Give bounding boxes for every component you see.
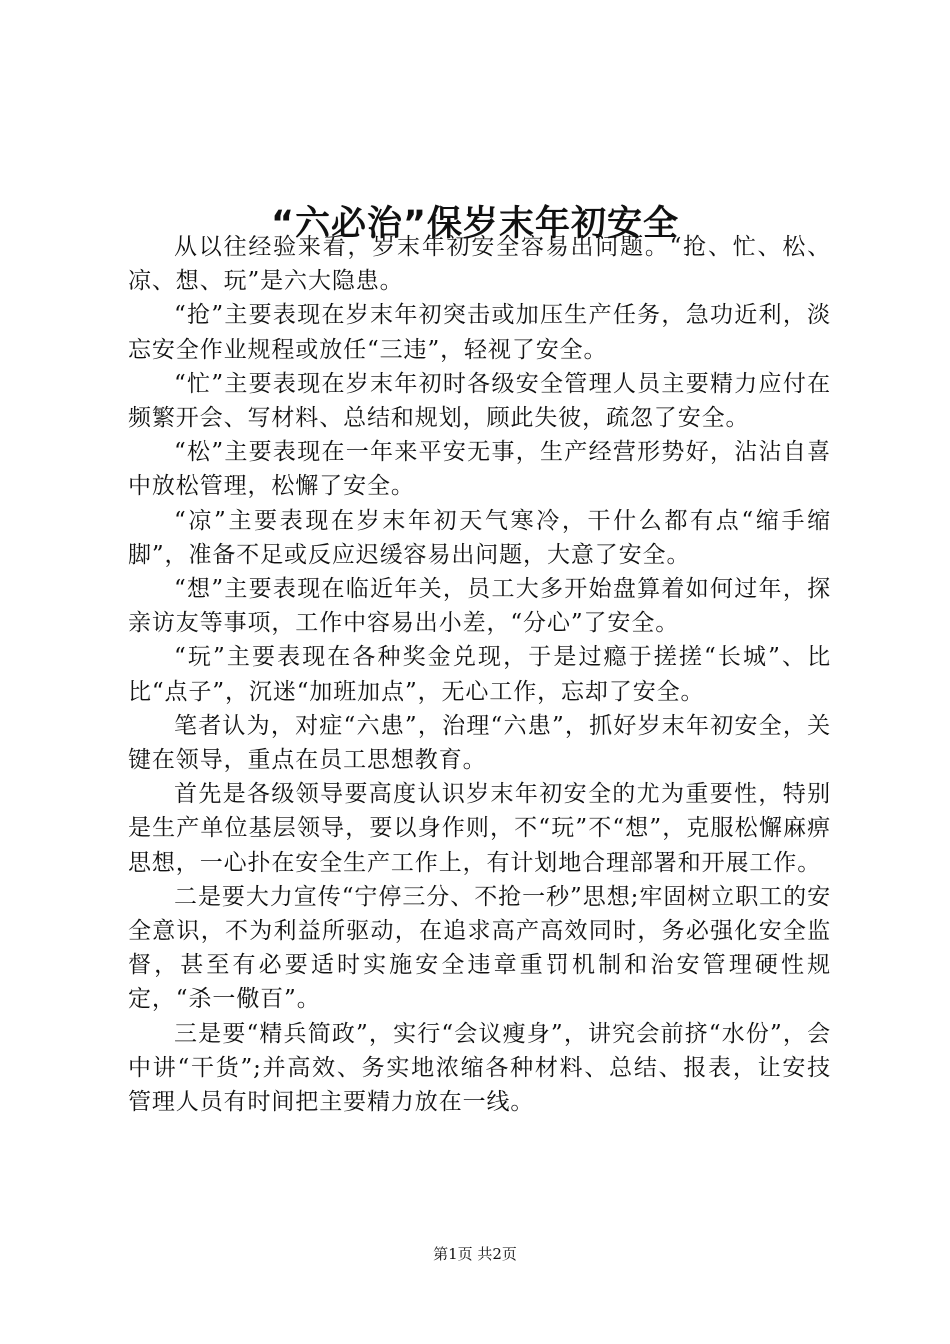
paragraph-wan: “玩”主要表现在各种奖金兑现，于是过瘾于搓搓“长城”、比比“点子”，沉迷“加班加点”，无心工作，忘却了安全。 <box>128 644 831 705</box>
paragraph-liang: “凉”主要表现在岁末年初天气寒冷，干什么都有点“缩手缩脚”，准备不足或反应迟缓容易出问题，大意了安全。 <box>128 507 831 568</box>
document-title: “六必治”保岁末年初安全 <box>270 204 679 245</box>
paragraph-song: “松”主要表现在一年来平安无事，生产经营形势好，沾沾自喜中放松管理，松懈了安全。 <box>128 439 831 500</box>
paragraph-intro: 从以往经验来看，岁末年初安全容易出问题。“抢、忙、松、凉、想、玩”是六大隐患。 <box>128 234 831 295</box>
paragraph-qiang: “抢”主要表现在岁末年初突击或加压生产任务，急功近利，淡忘安全作业规程或放任“三违”，轻视了安全。 <box>128 302 831 363</box>
page-number-footer: 第1页 共2页 <box>433 1245 517 1263</box>
paragraph-mang: “忙”主要表现在岁末年初时各级安全管理人员主要精力应付在频繁开会、写材料、总结和规划，顾此失彼，疏忽了安全。 <box>128 370 831 432</box>
paragraph-xiang: “想”主要表现在临近年关，员工大多开始盘算着如何过年，探亲访友等事项，工作中容易出小差，“分心”了安全。 <box>128 576 831 637</box>
document-body <box>128 230 831 1119</box>
paragraph-measure-1: 首先是各级领导要高度认识岁末年初安全的尤为重要性，特别是生产单位基层领导，要以身作则，不“玩”不“想”，克服松懈麻痹思想，一心扑在安全生产工作上，有计划地合理部署和开展工作。 <box>128 781 831 876</box>
paragraph-conclusion: 笔者认为，对症“六患”，治理“六患”，抓好岁末年初安全，关键在领导，重点在员工思想教育。 <box>128 712 831 774</box>
paragraph-measure-3: 三是要“精兵简政”，实行“会议瘦身”，讲究会前挤“水份”，会中讲“干货”;并高效、务实地浓缩各种材料、总结、报表，让安技管理人员有时间把主要精力放在一线。 <box>128 1020 831 1116</box>
paragraph-measure-2: 二是要大力宣传“宁停三分、不抢一秒”思想;牢固树立职工的安全意识，不为利益所驱动，在追求高产高效同时，务必强化安全监督，甚至有必要适时实施安全违章重罚机制和治安管理硬性规定，“杀一儆百”。 <box>128 883 831 1013</box>
